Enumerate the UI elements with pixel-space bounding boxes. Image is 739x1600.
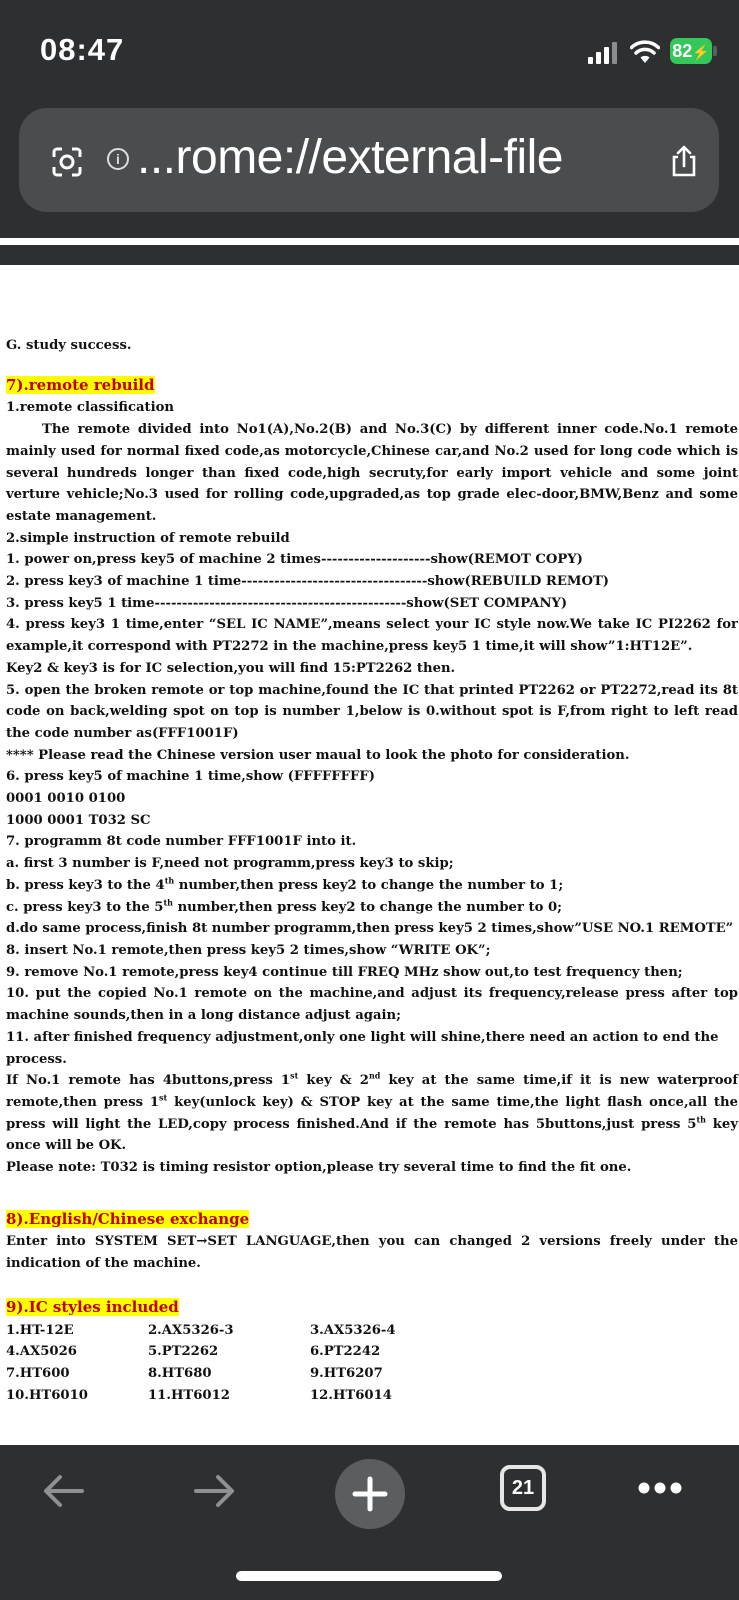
doc-paragraph: If No.1 remote has 4buttons,press 1st key & 2nd key at the same time,if it is new waterproof remote,then press 1st key(unlock key) & STOP key at the same time,the light flash once,all the press will light the LED,copy process finished.And if the remote has 5buttons,just press 5th key once will be OK. [6,1070,738,1154]
back-arrow-icon[interactable] [40,1473,86,1509]
doc-line: c. press key3 to the 5th number,then press key2 to change the number to 0; [6,897,563,915]
doc-line: 7. programm 8t code number FFF1001F into it. [6,834,357,850]
browser-bottom-toolbar [0,1445,739,1600]
doc-line: 1000 0001 T032 SC [6,812,151,828]
cellular-signal-icon [588,40,618,64]
doc-line: Please note: T032 is timing resistor option,please try several time to find the fit one. [6,1160,632,1176]
url-text[interactable]: ...rome://external-file [137,131,563,184]
tab-switcher-button[interactable]: 21 [500,1465,546,1511]
doc-line: **** Please read the Chinese version user maual to look the photo for consideration. [6,747,630,763]
battery-indicator: 82⚡ [670,38,712,64]
ic-styles-row: 1.HT-12E 2.AX5326-3 3.AX5326-4 [6,1322,396,1338]
info-icon[interactable]: i [107,148,129,170]
doc-line: a. first 3 number is F,need not programm,press key3 to skip; [6,856,454,872]
doc-line: Key2 & key3 is for IC selection,you will find 15:PT2262 then. [6,660,456,676]
doc-line: G. study success. [6,338,132,353]
share-icon[interactable] [669,144,699,178]
wifi-icon [630,38,660,64]
ic-styles-row: 4.AX5026 5.PT2262 6.PT2242 [6,1344,381,1360]
document-page [6,335,738,1406]
doc-line: 3. press key5 1 time----------------------------------------------show(SET COMPANY) [6,595,568,611]
forward-arrow-icon[interactable] [192,1473,238,1509]
status-time: 08:47 [40,32,125,67]
doc-line: 9. remove No.1 remote,press key4 continue till FREQ MHz show out,to test frequency then; [6,964,683,980]
doc-line: 1. power on,press key5 of machine 2 times--------------------show(REMOT COPY) [6,552,583,568]
toolbar-divider [0,238,739,245]
doc-line: 2.simple instruction of remote rebuild [6,530,290,546]
doc-line: 8. insert No.1 remote,then press key5 2 times,show “WRITE OK”; [6,942,491,958]
ic-styles-row: 10.HT6010 11.HT6012 12.HT6014 [6,1387,392,1403]
doc-line: d.do same process,finish 8t number programm,then press key5 2 times,show”USE NO.1 REMOTE” [6,921,734,937]
doc-paragraph: 5. open the broken remote or top machine,found the IC that printed PT2262 or PT2272,read its 8t code on back,welding spot on top is number 1,below is 0.without spot is F,from right to left read the code number as(FFF1001F) [6,682,738,741]
ic-styles-row: 7.HT600 8.HT680 9.HT6207 [6,1365,383,1381]
doc-paragraph: Enter into SYSTEM SET→SET LANGUAGE,then you can changed 2 versions freely under the indication of the machine. [6,1234,738,1272]
section-heading-ic-styles: 9).IC styles included [6,1297,179,1316]
plus-icon [335,1459,405,1529]
address-bar[interactable] [19,108,719,212]
doc-paragraph: 4. press key3 1 time,enter “SEL IC NAME”,means select your IC style now.We take IC PI2262 for example,it correspond with PT2272 in the machine,press key5 1 time,it will show”1:HT12E”. [6,617,738,655]
home-indicator[interactable] [236,1571,502,1581]
battery-nub [713,46,717,56]
more-menu-icon[interactable] [638,1481,682,1495]
section-heading-remote-rebuild: 7).remote rebuild [6,375,155,394]
browser-top-bar [0,0,739,265]
site-settings-icon[interactable] [49,144,85,180]
new-tab-button[interactable] [335,1459,405,1529]
doc-line: 6. press key5 of machine 1 time,show (FFFFFFFF) [6,769,376,785]
section-heading-language-exchange: 8).English/Chinese exchange [6,1209,250,1228]
doc-line: 2. press key3 of machine 1 time----------------------------------show(REBUILD REMOT) [6,574,610,590]
doc-paragraph: 10. put the copied No.1 remote on the machine,and adjust its frequency,release press after top machine sounds,then in a long distance adjust again; [6,986,738,1024]
doc-line: 1.remote classification [6,400,175,416]
doc-line: 11. after finished frequency adjustment,only one light will shine,there need an action to end the process. [6,1029,719,1067]
doc-line: 0001 0010 0100 [6,791,126,807]
doc-line: b. press key3 to the 4th number,then press key2 to change the number to 1; [6,875,564,893]
doc-paragraph: The remote divided into No1(A),No.2(B) and No.3(C) by different inner code.No.1 remote mainly used for normal fixed code,as motorcycle,Chinese car,and No.2 used for long code which is several hundreds longer than fixed code,high secruty,for early import vehicle and some joint verture vehicle;No.3 used for rolling code,upgraded,as top grade elec-door,BMW,Benz and some estate management. [6,422,738,524]
